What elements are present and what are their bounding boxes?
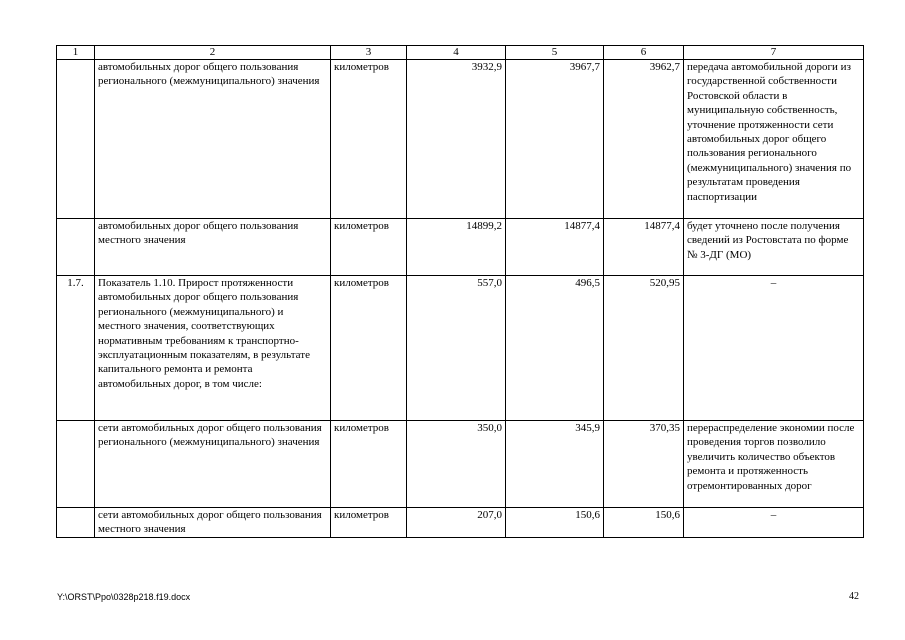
indicator-name: Показатель 1.10. Прирост протяженности автомобильных дорог общего пользования регионального (межмуниципального) и местного значения, соответствующих нормативным требованиям к транспортно-эксплуатационным показателям, в результате капитального ремонта и ремонта автомобильных дорог, в том числе: <box>95 276 331 421</box>
table-row <box>57 219 864 276</box>
value-col4: 3932,9 <box>407 60 506 219</box>
note-cell: передача автомобильной дороги из государственной собственности Ростовской области в муниципальную собственность, уточнение протяженности сети автомобильных дорог общего пользования регионального (межмуниципального) значения по результатам проведения паспортизации <box>684 60 864 219</box>
note-cell: будет уточнено после получения сведений из Ростовстата по форме № 3-ДГ (МО) <box>684 219 864 276</box>
value-col6: 150,6 <box>604 508 684 538</box>
value-col5: 150,6 <box>506 508 604 538</box>
column-header-4: 4 <box>407 46 506 60</box>
file-path-footer: Y:\ORST\Ppo\0328p218.f19.docx <box>57 592 191 602</box>
unit-cell: километров <box>331 219 407 276</box>
unit-cell: километров <box>331 276 407 421</box>
value-col5: 496,5 <box>506 276 604 421</box>
report-table <box>56 45 864 538</box>
value-col4: 207,0 <box>407 508 506 538</box>
table-header-row <box>57 46 864 60</box>
value-col5: 345,9 <box>506 421 604 508</box>
column-header-6: 6 <box>604 46 684 60</box>
unit-cell: километров <box>331 508 407 538</box>
value-col6: 520,95 <box>604 276 684 421</box>
column-header-1: 1 <box>57 46 95 60</box>
column-header-3: 3 <box>331 46 407 60</box>
value-col4: 557,0 <box>407 276 506 421</box>
note-cell: – <box>684 508 864 538</box>
value-col6: 14877,4 <box>604 219 684 276</box>
unit-cell: километров <box>331 60 407 219</box>
indicator-name: автомобильных дорог общего пользования местного значения <box>95 219 331 276</box>
value-col6: 3962,7 <box>604 60 684 219</box>
row-number <box>57 219 95 276</box>
value-col5: 3967,7 <box>506 60 604 219</box>
note-cell: – <box>684 276 864 421</box>
row-number <box>57 508 95 538</box>
unit-cell: километров <box>331 421 407 508</box>
table-row <box>57 421 864 508</box>
row-number <box>57 421 95 508</box>
column-header-2: 2 <box>95 46 331 60</box>
table-row <box>57 508 864 538</box>
value-col5: 14877,4 <box>506 219 604 276</box>
note-cell: перераспределение экономии после проведения торгов позволило увеличить количество объектов ремонта и протяженность отремонтированных дорог <box>684 421 864 508</box>
indicator-name: автомобильных дорог общего пользования регионального (межмуниципального) значения <box>95 60 331 219</box>
value-col4: 14899,2 <box>407 219 506 276</box>
table-row <box>57 276 864 421</box>
row-number: 1.7. <box>57 276 95 421</box>
table-row <box>57 60 864 219</box>
indicator-name: сети автомобильных дорог общего пользования местного значения <box>95 508 331 538</box>
row-number <box>57 60 95 219</box>
page-number: 42 <box>849 591 859 602</box>
value-col4: 350,0 <box>407 421 506 508</box>
column-header-7: 7 <box>684 46 864 60</box>
value-col6: 370,35 <box>604 421 684 508</box>
column-header-5: 5 <box>506 46 604 60</box>
indicator-name: сети автомобильных дорог общего пользования регионального (межмуниципального) значения <box>95 421 331 508</box>
